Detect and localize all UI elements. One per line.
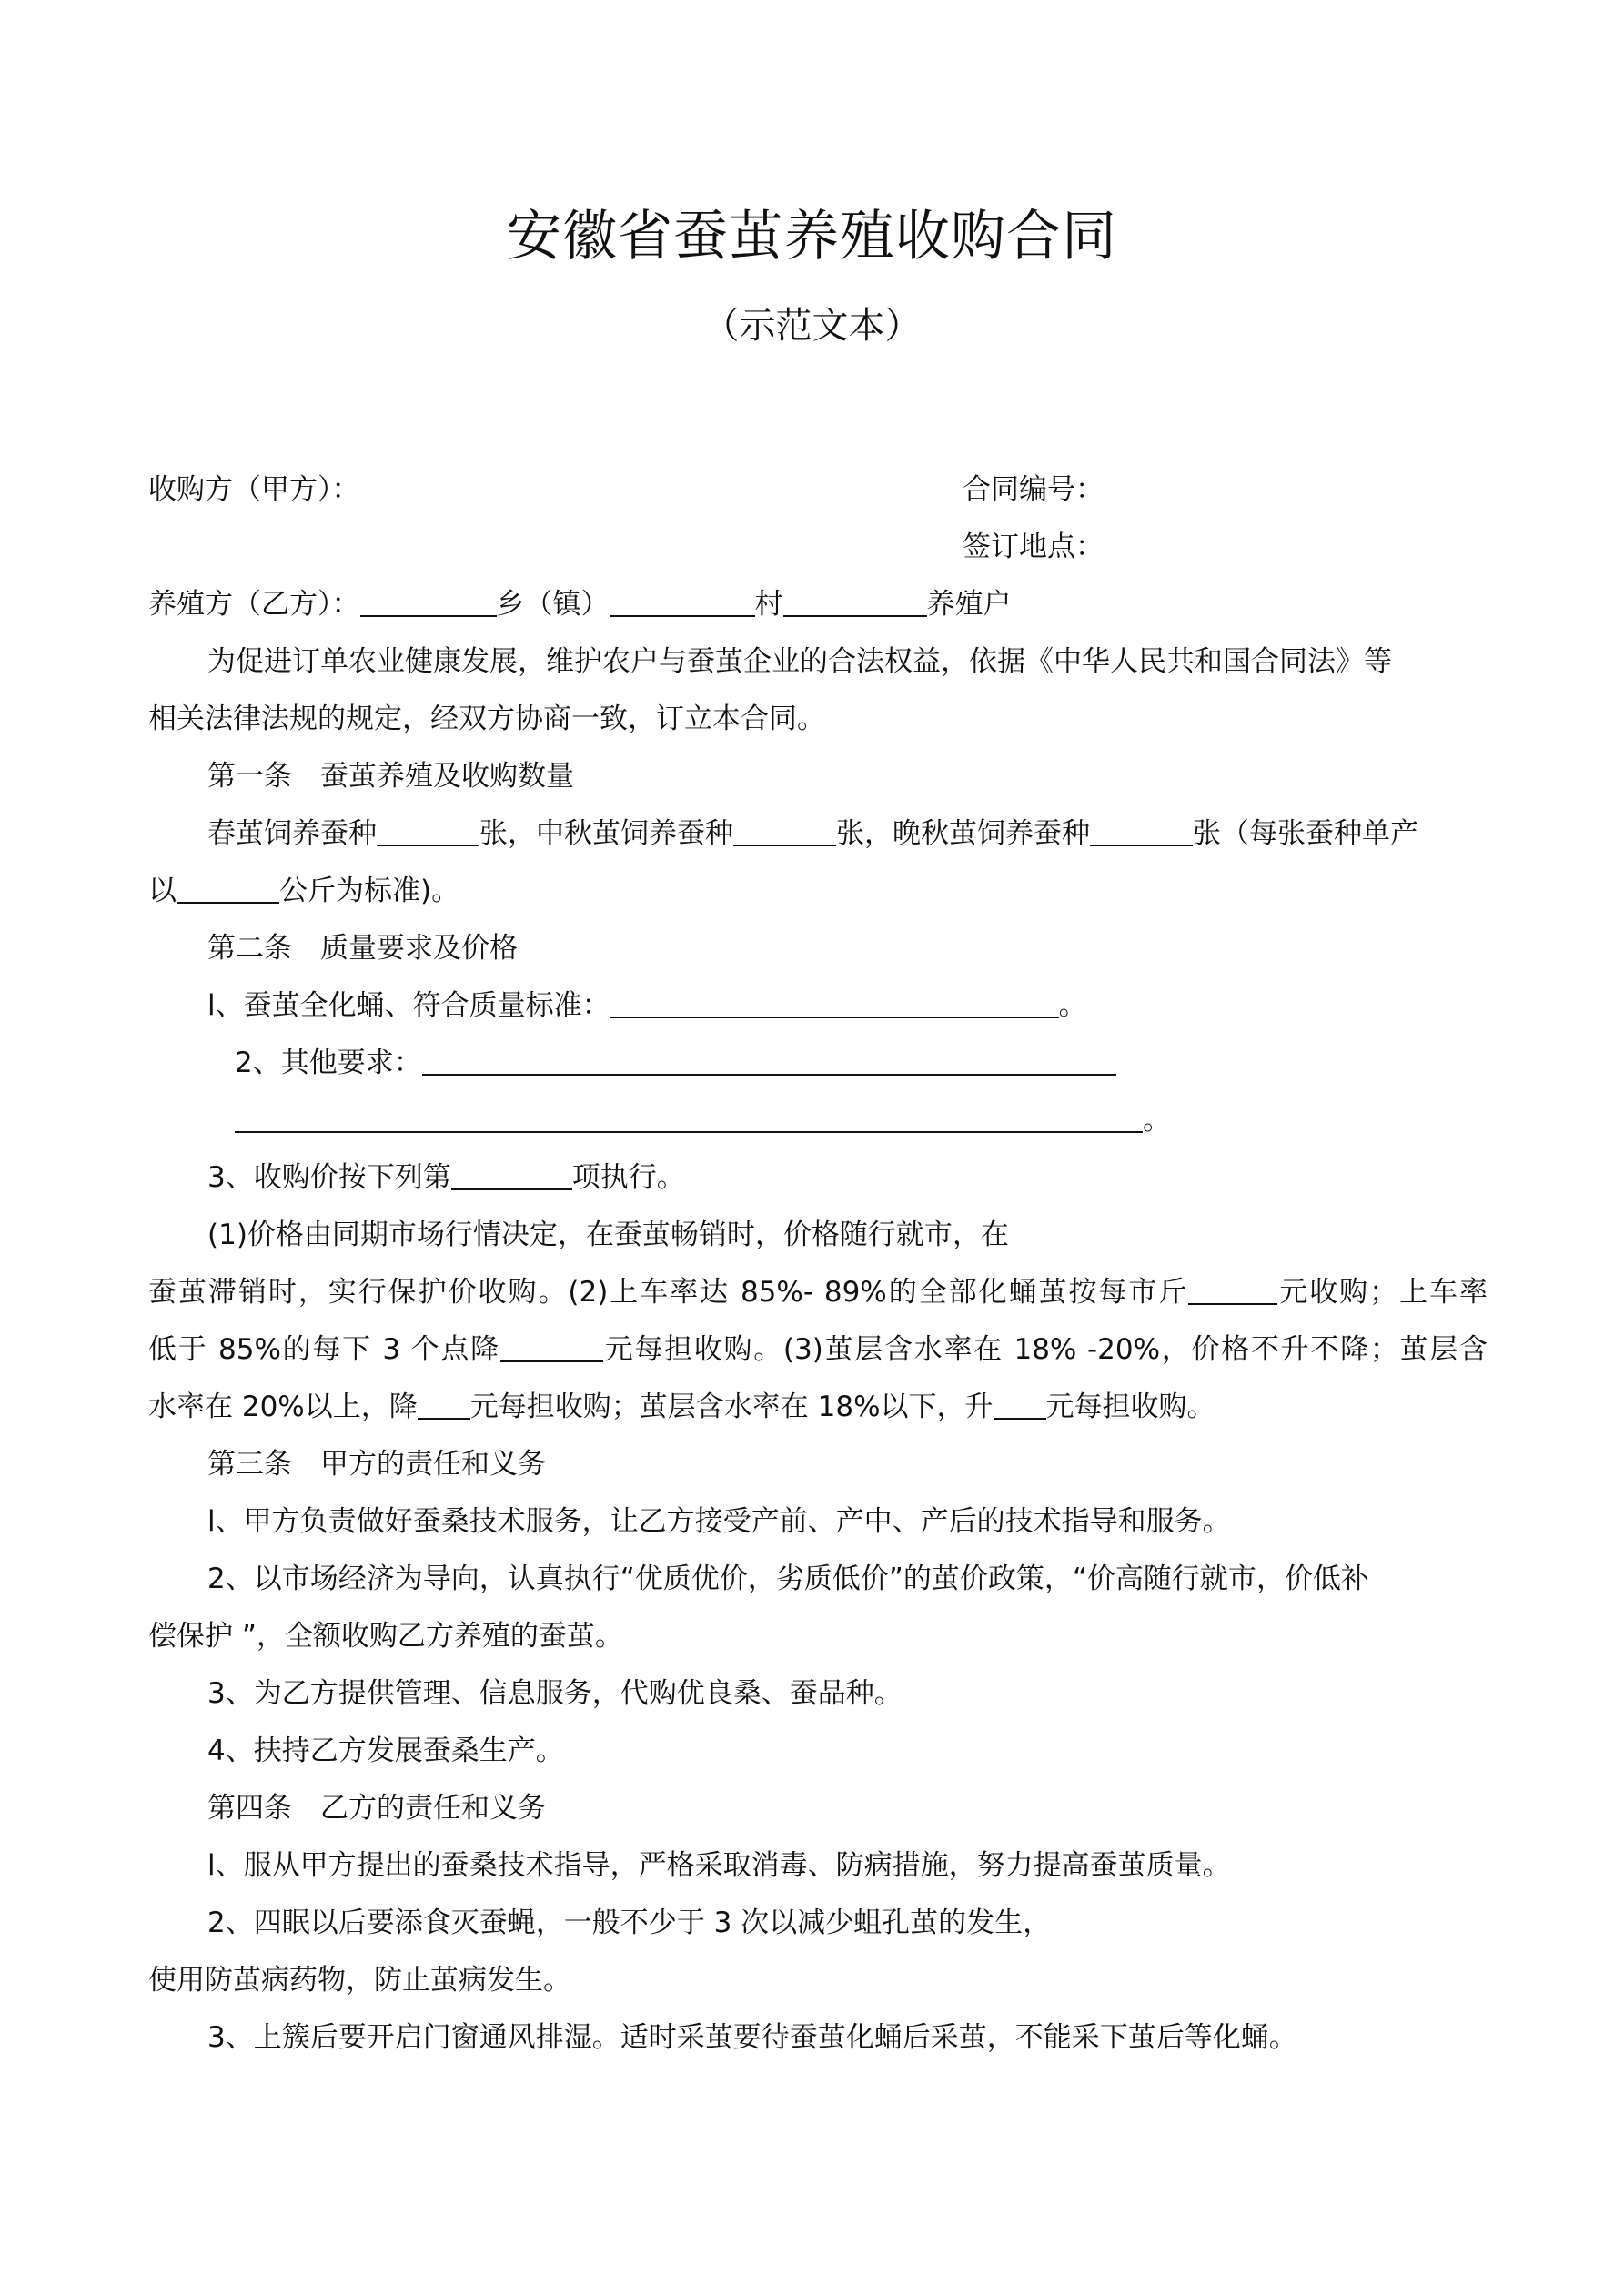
article-2-item-2 bbox=[235, 1043, 1574, 1083]
article-4-item-2-line-1: 2、四眠以后要添食灭蚕蝇，一般不少于 3 次以减少蛆孔茧的发生， bbox=[207, 1907, 1052, 1939]
article-1-heading: 第一条 蚕茧养殖及收购数量 bbox=[207, 760, 574, 793]
price-clause-4a: 水率在 20%以上，降 bbox=[148, 1391, 418, 1423]
household-label: 养殖户 bbox=[926, 588, 1012, 621]
price-clause-2a: 蚕茧滞销时，实行保护价收购。(2)上车率达 85%- 89%的全部化蛹茧按每市斤 bbox=[148, 1276, 1189, 1309]
blank-mid-autumn-qty bbox=[733, 815, 836, 846]
unit-label: 张， bbox=[836, 817, 893, 850]
article-2-item-3 bbox=[207, 1158, 1547, 1198]
yield-suffix: 公斤为标准)。 bbox=[279, 875, 460, 907]
article-4-item-3: 3、上簇后要开启门窗通风排湿。适时采茧要待蚕茧化蛹后采茧，不能采下茧后等化蛹。 bbox=[207, 2021, 1297, 2054]
blank-moisture-drop bbox=[418, 1389, 470, 1420]
price-clause-2b: 元收购；上车率 bbox=[1277, 1276, 1488, 1309]
preamble-line-2: 相关法律法规的规定，经双方协商一致，订立本合同。 bbox=[148, 703, 825, 735]
other-requirements-label: 2、其他要求： bbox=[235, 1047, 422, 1079]
price-clause-3 bbox=[148, 1330, 1488, 1370]
late-autumn-label: 晚秋茧饲养蚕种 bbox=[893, 817, 1090, 850]
article-3-item-3: 3、为乙方提供管理、信息服务，代购优良桑、蚕品种。 bbox=[207, 1677, 903, 1710]
price-clause-4c: 元每担收购。 bbox=[1045, 1391, 1215, 1423]
blank-other-requirements bbox=[422, 1045, 1116, 1076]
yield-prefix: 以 bbox=[148, 875, 177, 907]
period: 。 bbox=[1058, 989, 1087, 1022]
blank-moisture-rise bbox=[994, 1389, 1046, 1420]
price-clause-1: (1)价格由同期市场行情决定，在蚕茧畅销时，价格随行就市，在 bbox=[207, 1219, 1009, 1251]
article-1-quantity-line bbox=[207, 814, 1488, 854]
price-clause-2 bbox=[148, 1272, 1488, 1312]
price-option-label: 3、收购价按下列第 bbox=[207, 1161, 451, 1194]
article-4-item-1: l、服从甲方提出的蚕桑技术指导，严格采取消毒、防病措施，努力提高蚕茧质量。 bbox=[207, 1849, 1231, 1882]
article-3-heading: 第三条 甲方的责任和义务 bbox=[207, 1448, 546, 1481]
preamble-line-1: 为促进订单农业健康发展，维护农户与蚕茧企业的合法权益，依据《中华人民共和国合同法》等 bbox=[207, 645, 1392, 678]
village-label: 村 bbox=[754, 588, 783, 621]
quality-standard-label: l、蚕茧全化蛹、符合质量标准： bbox=[207, 989, 610, 1022]
article-1-yield-line bbox=[148, 871, 1488, 911]
price-clause-4 bbox=[148, 1387, 1488, 1427]
article-4-heading: 第四条 乙方的责任和义务 bbox=[207, 1792, 546, 1825]
article-4-item-2-line-2: 使用防茧病药物，防止茧病发生。 bbox=[148, 1964, 571, 1997]
contract-number-label: 合同编号： bbox=[963, 473, 1104, 506]
article-3-item-2-line-1: 2、以市场经济为导向，认真执行“优质优价，劣质低价”的茧价政策，“价高随行就市，价低补 bbox=[207, 1563, 1369, 1595]
unit-yield-label: 张（每张蚕种单产 bbox=[1193, 817, 1418, 850]
blank-price-drop bbox=[500, 1331, 603, 1362]
document-title: 安徽省蚕茧养殖收购合同 bbox=[507, 205, 1117, 268]
price-clause-3a: 低于 85%的每下 3 个点降 bbox=[148, 1333, 500, 1366]
article-3-item-1: l、甲方负责做好蚕桑技术服务，让乙方接受产前、产中、产后的技术指导和服务。 bbox=[207, 1505, 1231, 1538]
farmer-line bbox=[148, 584, 1488, 624]
blank-farmer-town bbox=[360, 586, 497, 617]
article-2-item-1 bbox=[207, 986, 1547, 1026]
blank-late-autumn-qty bbox=[1090, 815, 1193, 846]
article-2-heading: 第二条 质量要求及价格 bbox=[207, 932, 518, 965]
article-2-item-2-cont bbox=[235, 1100, 1574, 1140]
blank-quality-standard bbox=[610, 987, 1059, 1018]
sign-place-label: 签订地点： bbox=[963, 531, 1104, 563]
buyer-label: 收购方（甲方）： bbox=[148, 473, 360, 506]
blank-other-requirements-2 bbox=[235, 1102, 1143, 1133]
blank-farmer-household bbox=[783, 586, 927, 617]
price-clause-4b: 元每担收购；茧层含水率在 18%以下，升 bbox=[469, 1391, 994, 1423]
farmer-label: 养殖方（乙方）： bbox=[148, 588, 360, 621]
unit-label: 张， bbox=[479, 817, 536, 850]
blank-spring-qty bbox=[377, 815, 479, 846]
document-subtitle: （示范文本） bbox=[702, 305, 922, 347]
town-label: 乡（镇） bbox=[496, 588, 610, 621]
period: 。 bbox=[1143, 1104, 1171, 1137]
price-clause-3b: 元每担收购。(3)茧层含水率在 18% -20%，价格不升不降；茧层含 bbox=[602, 1333, 1488, 1366]
article-3-item-2-line-2: 偿保护 ”，全额收购乙方养殖的蚕茧。 bbox=[148, 1620, 623, 1653]
blank-yield-kg bbox=[177, 873, 279, 904]
article-3-item-4: 4、扶持乙方发展蚕桑生产。 bbox=[207, 1735, 564, 1767]
price-option-suffix: 项执行。 bbox=[571, 1161, 685, 1194]
spring-label: 春茧饲养蚕种 bbox=[207, 817, 377, 850]
blank-farmer-village bbox=[610, 586, 755, 617]
blank-price-per-jin bbox=[1188, 1274, 1277, 1305]
blank-price-option bbox=[451, 1159, 572, 1190]
mid-autumn-label: 中秋茧饲养蚕种 bbox=[536, 817, 733, 850]
